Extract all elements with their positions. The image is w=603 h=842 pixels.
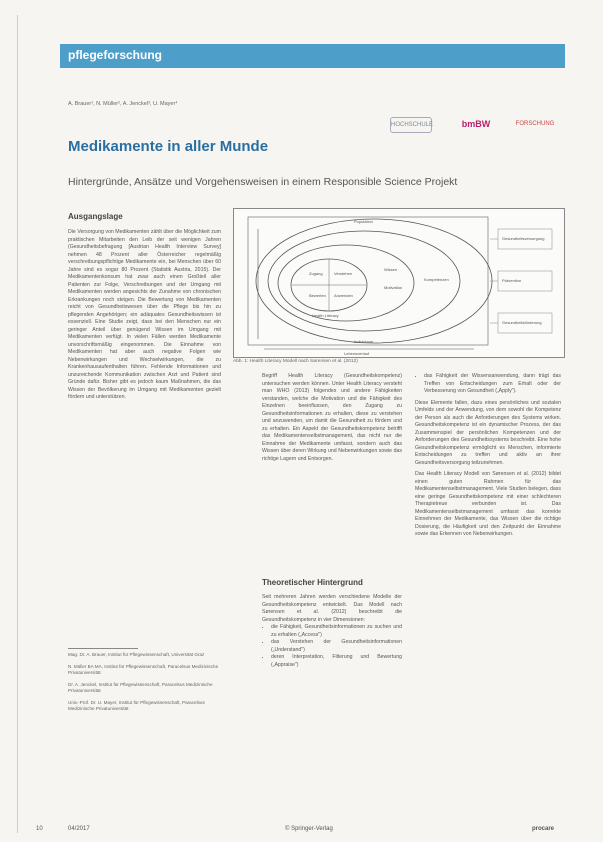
intro-paragraph: Die Versorgung von Medikamenten zählt über die Möglichkeit zum praktischen Mitarbeiten den Leib der seit wenigen Jahren (Gesundheitsbefragung [Austrian Health Interview Survey] nehmen 48 Prozent aller Österreicher regelmäßig verschreibungspflichtige Medikamente ein, bei Menschen über 60 Jahre sind es sogar 80 Prozent (Statistik Austria, 2015). Der Medikamentenkonsum hat zwar auch einen Großteil aller Patienten zur Folge, Verschreibungen und der Umgang mit Medikamenten werden angesichts der Zunahme von chronischen Erkrankungen noch steigen. Die Bewertung von Medikamenten reicht von Gesundheitswesen über die Pflege bis hin zu pflegenden Angehörigen; ein adäquates Gesundheitswissen ist essenziell. Eine Studie zeigt, dass bei den Menschen nur ein geringer Anteil über genügend Wissen im Umgang mit Medikamenten verfügt. In vielen Fällen werden Medikamente unvorschriftsmäßig eingenommen. Die Einnahme von Medikamenten hat aber auch negative Folgen wie Nebenwirkungen und Wechselwirkungen, die zu Krankenhausaufenthalten führen. Fehlende Informationen und unzureichende Kommunikation zwischen Arzt und Patient sind Gründe dafür. Bisher gibt es jedoch kaum Maßnahmen, die das Wissen der Bevölkerung im Umgang mit Medikamenten gezielt fördern und unterstützen. bbox=[68, 229, 221, 400]
footnote-4: Univ.-Prof. Dr. U. Mayer, Institut für Pflegewissenschaft, Paracelsus Medizinische Privatuniversität bbox=[68, 700, 205, 711]
dimension-list bbox=[262, 624, 402, 669]
column-middle-text bbox=[262, 373, 402, 561]
dimension-item: • das Verstehen der Gesundheitsinformationen („Understand") bbox=[271, 639, 402, 654]
label-health-literacy: Health Literacy bbox=[312, 313, 339, 318]
label-bewerten: Bewerten bbox=[309, 293, 326, 298]
footnote-1: Mag. Dr. A. Brauer, Institut für Pflegewissenschaft, Universität Graz bbox=[68, 652, 205, 657]
author-list: A. Brauer¹, N. Müller², A. Jenckel³, U. Mayer⁴ bbox=[68, 101, 178, 107]
label-verstehen: Verstehen bbox=[334, 271, 353, 276]
footnote-3: Dr. A. Jenckel, Institut für Pflegewissenschaft, Paracelsus Medizinische Privatuniversität bbox=[68, 682, 213, 693]
label-zugang: Zugang bbox=[309, 271, 323, 276]
label-foerderung: Gesundheitsförderung bbox=[502, 320, 542, 325]
footnote-divider bbox=[68, 648, 138, 649]
column-right-text bbox=[415, 373, 561, 811]
page-number: 10 bbox=[36, 826, 43, 832]
section-title: pflegeforschung bbox=[68, 48, 163, 62]
label-praevention: Prävention bbox=[502, 278, 522, 283]
model-diagram bbox=[234, 209, 564, 357]
health-literacy-paragraph: Begriff Health Literacy (Gesundheitskompetenz) untersuchen werden können. Unter Health Literacy versteht man WHO (2013) folgendes und andere Fähigkeiten verstanden, welche die Motivation und die Fähigkeit des Einzelnen beeinflussen, den Zugang zu Gesundheitsinformationen zu erhalten, diese zu verstehen und anzuwenden, um damit die Gesundheit zu fördern und zu erhalten. Ein Aspekt der Gesundheitskompetenz betrifft das Medikamentenselbstmanagement, das nicht nur die Einnahme der Medikamente umfasst, sondern auch das Wissen über deren Wirkung und Nebenwirkungen sowie das richtige Lagern und Entsorgen. bbox=[262, 373, 402, 462]
logo-university: HOCHSCHULE bbox=[390, 117, 432, 133]
footnotes bbox=[68, 652, 221, 718]
journal-name: procare bbox=[532, 826, 555, 832]
right-paragraph-1: Diese Elemente fallen, dazu eines persönliches und sozialen Umfelds und der Anwendung, von dem sowohl die Kompetenz der Person als auch die Anforderungen des Systems wirken. Gesundheitskompetenz ist ein dynamischer Prozess, der das Zusammenspiel der persönlichen Kompetenzen und der Anforderungen des Gesundheitssystems beschreibt. Eine hohe Gesundheitskompetenz ermöglicht es Menschen, informierte Entscheidungen zu treffen und aktiv an ihrer Gesundheitsversorgung teilzunehmen. bbox=[415, 399, 561, 466]
dimension-item: • das Fähigkeit der Wissensanwendung, dann trägt das Treffen von Entscheidungen zum Erhalt oder der Verbesserung von Gesundheit („Apply"). bbox=[424, 373, 561, 396]
theory-paragraph: Seit mehreren Jahren werden verschiedene Modelle der Gesundheitskompetenz entwickelt. Das Modell nach Sørensen et al. (2012) beschreibt die Gesundheitskompetenz in vier Dimensionen: bbox=[262, 594, 402, 623]
label-versorgung: Gesundheitsversorgung bbox=[502, 236, 545, 241]
article-subtitle: Hintergründe, Ansätze und Vorgehensweisen in einem Responsible Science Projekt bbox=[68, 176, 458, 188]
logo-ministry: bmBW bbox=[461, 119, 491, 129]
heading-theoretischer-hintergrund: Theoretischer Hintergrund bbox=[262, 578, 363, 587]
dimension-list-continued bbox=[415, 373, 561, 396]
footnote-2: N. Müller BA MA, Institut für Pflegewissenschaft, Paracelsus Medizinische Privatuniversität bbox=[68, 664, 219, 675]
dimension-item: • deren Interpretation, Filterung und Bewertung („Appraise") bbox=[271, 654, 402, 669]
partner-logos bbox=[390, 117, 560, 133]
publisher: © Springer-Verlag bbox=[285, 826, 333, 832]
label-kompetenzen: Kompetenzen bbox=[424, 277, 449, 282]
dimension-item: • die Fähigkeit, Gesundheitsinformationen zu suchen und zu erhalten („Access") bbox=[271, 624, 402, 639]
label-lebensverlauf: Lebensverlauf bbox=[344, 351, 370, 356]
figure-health-literacy-model bbox=[233, 208, 565, 358]
heading-ausgangslage: Ausgangslage bbox=[68, 212, 123, 221]
column-middle-text-2 bbox=[262, 594, 402, 806]
column-left-text bbox=[68, 229, 221, 641]
label-individuum: Individuum bbox=[354, 339, 374, 344]
figure-caption: Abb. 1: Health Literacy Modell nach Sørensen et al. (2012) bbox=[233, 359, 358, 364]
right-paragraph-2: Das Health Literacy Modell von Sørensen et al. (2012) bildet einen guten Rahmen für das Medikamentenselbstmanagement. Viele Studien belegen, dass eine geringe Gesundheitskompetenz mit einer schlechteren Therapietreue verbunden ist. Das Medikamentenselbstmanagement umfasst das korrekte Einnehmen der Medikamente, das Wissen über die richtige Dosierung, die Häufigkeit und den Zeitpunkt der Einnahme sowie das Erkennen von Nebenwirkungen. bbox=[415, 471, 561, 537]
label-population: Population bbox=[354, 219, 373, 224]
logo-research: FORSCHUNG bbox=[515, 121, 555, 127]
label-wissen: Wissen bbox=[384, 267, 398, 272]
label-anwenden: Anwenden bbox=[334, 293, 353, 298]
article-title: Medikamente in aller Munde bbox=[68, 138, 269, 155]
label-motivation: Motivation bbox=[384, 285, 403, 290]
issue-number: 04/2017 bbox=[68, 826, 90, 832]
section-header-bar bbox=[60, 44, 565, 68]
